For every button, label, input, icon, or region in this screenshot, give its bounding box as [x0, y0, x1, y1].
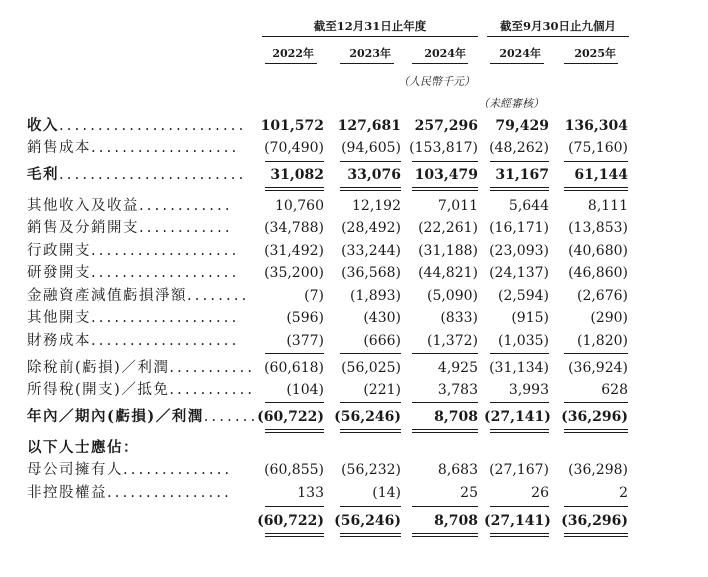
table-row-other-income: [0, 196, 708, 217]
value-cell: (1,035): [497, 333, 549, 349]
year-rule-2024: [412, 63, 468, 64]
row-label: 所得稅(開支)／抵免...........: [27, 382, 256, 398]
subtotal-rule: [564, 402, 628, 403]
value-cell: (27,141): [484, 409, 551, 425]
value-cell: 7,011: [437, 198, 478, 214]
value-cell: 2: [619, 485, 628, 501]
table-row-admin-expenses: [0, 241, 708, 262]
total-double-rule: [564, 187, 628, 191]
subtotal-rule: [490, 506, 549, 507]
subtotal-rule: [490, 402, 549, 403]
value-cell: (666): [363, 333, 401, 349]
value-cell: (36,924): [568, 360, 628, 376]
year-header-2023: 2023年: [349, 47, 391, 60]
table-row-income-tax: [0, 380, 708, 401]
value-cell: (596): [286, 310, 324, 326]
value-cell: (31,134): [489, 360, 549, 376]
subtotal-rule: [340, 402, 401, 403]
value-cell: 103,479: [414, 167, 478, 183]
subtotal-rule: [340, 161, 401, 162]
value-cell: (153,817): [409, 140, 478, 156]
value-cell: (40,680): [568, 243, 628, 259]
table-row-gross-profit: [0, 165, 708, 186]
subtotal-rule: [340, 506, 401, 507]
value-cell: 8,708: [434, 513, 478, 529]
total-double-rule: [564, 533, 628, 537]
table-row-selling-expenses: [0, 218, 708, 239]
group-header-nine-months: 截至9月30日止九個月: [499, 19, 616, 33]
value-cell: (2,676): [576, 288, 628, 304]
table-row-attributable-total: [0, 511, 708, 532]
value-cell: (24,137): [489, 265, 549, 281]
value-cell: (221): [363, 382, 401, 398]
table-row-cost-of-sales: [0, 138, 708, 159]
value-cell: (70,490): [264, 140, 324, 156]
value-cell: (915): [511, 310, 549, 326]
value-cell: (1,893): [349, 288, 401, 304]
value-cell: 3,783: [437, 382, 478, 398]
group-rule-annual: [262, 36, 478, 37]
value-cell: (27,141): [484, 513, 551, 529]
subtotal-rule: [564, 506, 628, 507]
row-label: 財務成本...................: [27, 333, 240, 349]
row-label: 銷售成本...................: [27, 140, 240, 156]
value-cell: 31,082: [270, 167, 324, 183]
value-cell: 101,572: [260, 118, 324, 134]
value-cell: (104): [286, 382, 324, 398]
subtotal-rule: [340, 353, 401, 354]
value-cell: 5,644: [508, 198, 549, 214]
value-cell: 8,708: [434, 409, 478, 425]
subtotal-rule: [265, 506, 324, 507]
value-cell: (94,605): [341, 140, 401, 156]
value-cell: (36,296): [561, 409, 628, 425]
subtotal-rule: [490, 353, 549, 354]
total-double-rule: [340, 429, 401, 433]
total-double-rule: [265, 429, 324, 433]
value-cell: 257,296: [414, 118, 478, 134]
year-header-2025-9m: 2025年: [574, 47, 616, 60]
table-row-profit-before-tax: [0, 358, 708, 379]
value-cell: 61,144: [574, 167, 628, 183]
value-cell: 4,925: [437, 360, 478, 376]
row-label: 研發開支...................: [27, 265, 240, 281]
table-row-impairment-losses: [0, 286, 708, 307]
currency-note: （人民幣千元）: [398, 75, 475, 88]
value-cell: (46,860): [568, 265, 628, 281]
value-cell: (60,722): [257, 409, 324, 425]
value-cell: (31,492): [264, 243, 324, 259]
value-cell: (833): [440, 310, 478, 326]
row-label: 母公司擁有人..............: [27, 462, 233, 478]
subtotal-rule: [412, 402, 478, 403]
value-cell: (377): [286, 333, 324, 349]
value-cell: (34,788): [264, 220, 324, 236]
value-cell: 628: [601, 382, 628, 398]
subtotal-rule: [490, 161, 549, 162]
total-double-rule: [412, 187, 478, 191]
value-cell: (31,188): [418, 243, 478, 259]
value-cell: (36,296): [561, 513, 628, 529]
value-cell: 10,760: [275, 198, 324, 214]
value-cell: (2,594): [497, 288, 549, 304]
year-rule-2024-9m: [490, 63, 544, 64]
row-label: 除稅前(虧損)／利潤...........: [27, 360, 256, 376]
subtotal-rule: [265, 353, 324, 354]
value-cell: 25: [460, 485, 478, 501]
value-cell: (27,167): [489, 462, 549, 478]
year-header-2022: 2022年: [272, 47, 314, 60]
value-cell: (56,246): [334, 409, 401, 425]
subtotal-rule: [412, 353, 478, 354]
value-cell: (44,821): [418, 265, 478, 281]
value-cell: (290): [590, 310, 628, 326]
row-label: 年內／期內(虧損)／利潤.......: [27, 408, 259, 425]
table-row-attributable-heading: [0, 438, 708, 459]
year-rule-2023: [340, 63, 394, 64]
total-double-rule: [490, 533, 549, 537]
year-rule-2022: [265, 63, 317, 64]
total-double-rule: [564, 429, 628, 433]
total-double-rule: [340, 533, 401, 537]
value-cell: (60,618): [264, 360, 324, 376]
value-cell: (22,261): [418, 220, 478, 236]
row-label: 金融資產減值虧損淨額........: [27, 288, 250, 304]
value-cell: (1,372): [426, 333, 478, 349]
value-cell: (56,025): [341, 360, 401, 376]
table-row-revenue: [0, 116, 708, 137]
value-cell: (7): [304, 288, 324, 304]
value-cell: 8,683: [437, 462, 478, 478]
row-label: 其他開支...................: [27, 310, 240, 326]
year-rule-2025-9m: [564, 63, 618, 64]
row-label: 銷售及分銷開支............: [27, 220, 233, 236]
total-double-rule: [412, 429, 478, 433]
subtotal-rule: [412, 161, 478, 162]
value-cell: 79,429: [495, 118, 549, 134]
value-cell: 26: [531, 485, 549, 501]
subtotal-rule: [265, 402, 324, 403]
table-row-profit-for-period: [0, 407, 708, 428]
row-label: 毛利........................: [27, 166, 247, 183]
subtotal-rule: [564, 161, 628, 162]
value-cell: (33,244): [341, 243, 401, 259]
value-cell: (5,090): [426, 288, 478, 304]
table-row-non-controlling: [0, 483, 708, 504]
value-cell: (60,855): [264, 462, 324, 478]
group-header-annual: 截至12月31日止年度: [313, 19, 427, 33]
value-cell: (60,722): [257, 513, 324, 529]
value-cell: (28,492): [341, 220, 401, 236]
row-label: 行政開支...................: [27, 243, 240, 259]
value-cell: 31,167: [495, 167, 549, 183]
total-double-rule: [412, 533, 478, 537]
total-double-rule: [490, 187, 549, 191]
value-cell: (23,093): [489, 243, 549, 259]
value-cell: (36,568): [341, 265, 401, 281]
value-cell: (16,171): [489, 220, 549, 236]
value-cell: 136,304: [564, 118, 628, 134]
row-label: 收入........................: [27, 117, 247, 134]
value-cell: (35,200): [264, 265, 324, 281]
group-rule-nine-months: [487, 36, 629, 37]
value-cell: (56,232): [341, 462, 401, 478]
value-cell: 8,111: [587, 198, 628, 214]
table-row-rd-expenses: [0, 263, 708, 284]
table-row-finance-costs: [0, 331, 708, 352]
year-header-2024-9m: 2024年: [499, 47, 541, 60]
value-cell: 33,076: [347, 167, 401, 183]
total-double-rule: [340, 187, 401, 191]
value-cell: 3,993: [508, 382, 549, 398]
unaudited-note: （未經審核）: [478, 97, 544, 110]
total-double-rule: [490, 429, 549, 433]
table-row-owners-of-parent: [0, 460, 708, 481]
value-cell: 133: [297, 485, 324, 501]
row-label: 以下人士應佔：: [27, 439, 139, 456]
table-row-other-expenses: [0, 308, 708, 329]
row-label: 其他收入及收益............: [27, 198, 233, 214]
value-cell: (14): [372, 485, 401, 501]
total-double-rule: [265, 533, 324, 537]
value-cell: (75,160): [568, 140, 628, 156]
value-cell: 127,681: [337, 118, 401, 134]
year-header-2024: 2024年: [424, 47, 466, 60]
subtotal-rule: [265, 161, 324, 162]
subtotal-rule: [564, 353, 628, 354]
value-cell: (13,853): [568, 220, 628, 236]
value-cell: 12,192: [352, 198, 401, 214]
value-cell: (36,298): [568, 462, 628, 478]
subtotal-rule: [412, 506, 478, 507]
value-cell: (56,246): [334, 513, 401, 529]
value-cell: (430): [363, 310, 401, 326]
value-cell: (48,262): [489, 140, 549, 156]
total-double-rule: [265, 187, 324, 191]
row-label: 非控股權益................: [27, 485, 232, 501]
value-cell: (1,820): [576, 333, 628, 349]
